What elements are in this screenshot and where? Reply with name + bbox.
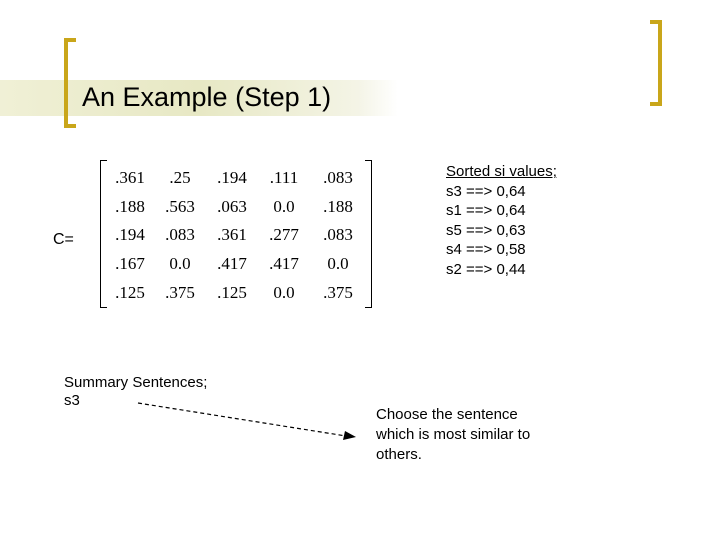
matrix-cell: .188 [323,196,353,216]
matrix-cell: .563 [165,196,195,216]
matrix-cell: .083 [323,168,353,188]
matrix-cell: .125 [217,282,247,302]
matrix-cell: .167 [115,254,145,274]
note-line: Choose the sentence [376,406,518,423]
matrix-cell: .188 [115,196,145,216]
matrix-cell: .375 [323,282,353,302]
matrix-cell: .125 [115,282,145,302]
matrix-cell: .361 [115,168,145,188]
matrix-cell: 0.0 [169,254,191,274]
matrix-cell: 0.0 [273,282,295,302]
sorted-item: s2 ==> 0,44 [446,260,526,278]
matrix-cell: .277 [269,225,299,245]
matrix-cell: .111 [269,168,299,188]
matrix-cell: .375 [165,282,195,302]
matrix-cell: .063 [217,196,247,216]
summary-heading: Summary Sentences; [64,374,208,391]
sorted-item: s3 ==> 0,64 [446,182,526,200]
arrow-line [138,403,346,436]
matrix-cell: .194 [217,168,247,188]
arrowhead-icon [343,431,356,440]
sorted-heading: Sorted si values; [446,163,557,180]
matrix-cell: .25 [169,168,191,188]
sorted-item: s4 ==> 0,58 [446,241,526,258]
matrix-cell: .417 [269,254,299,274]
summary-value: s3 [64,392,80,409]
sorted-item: s1 ==> 0,64 [446,202,526,219]
note-line: others. [376,446,422,463]
note-line: which is most similar to [376,426,531,443]
matrix-cell: .083 [165,225,195,245]
matrix-cell: .361 [217,225,247,245]
explanation-note [376,405,530,465]
matrix-cell: .417 [217,254,247,274]
matrix-cell: 0.0 [273,196,295,216]
matrix-label: C= [53,231,74,248]
matrix-cell: .083 [323,225,353,245]
matrix-cell: 0.0 [327,254,349,274]
sorted-item: s5 ==> 0,63 [446,221,526,239]
slide-title: An Example (Step 1) [82,82,332,112]
matrix-cell: .194 [115,225,145,245]
